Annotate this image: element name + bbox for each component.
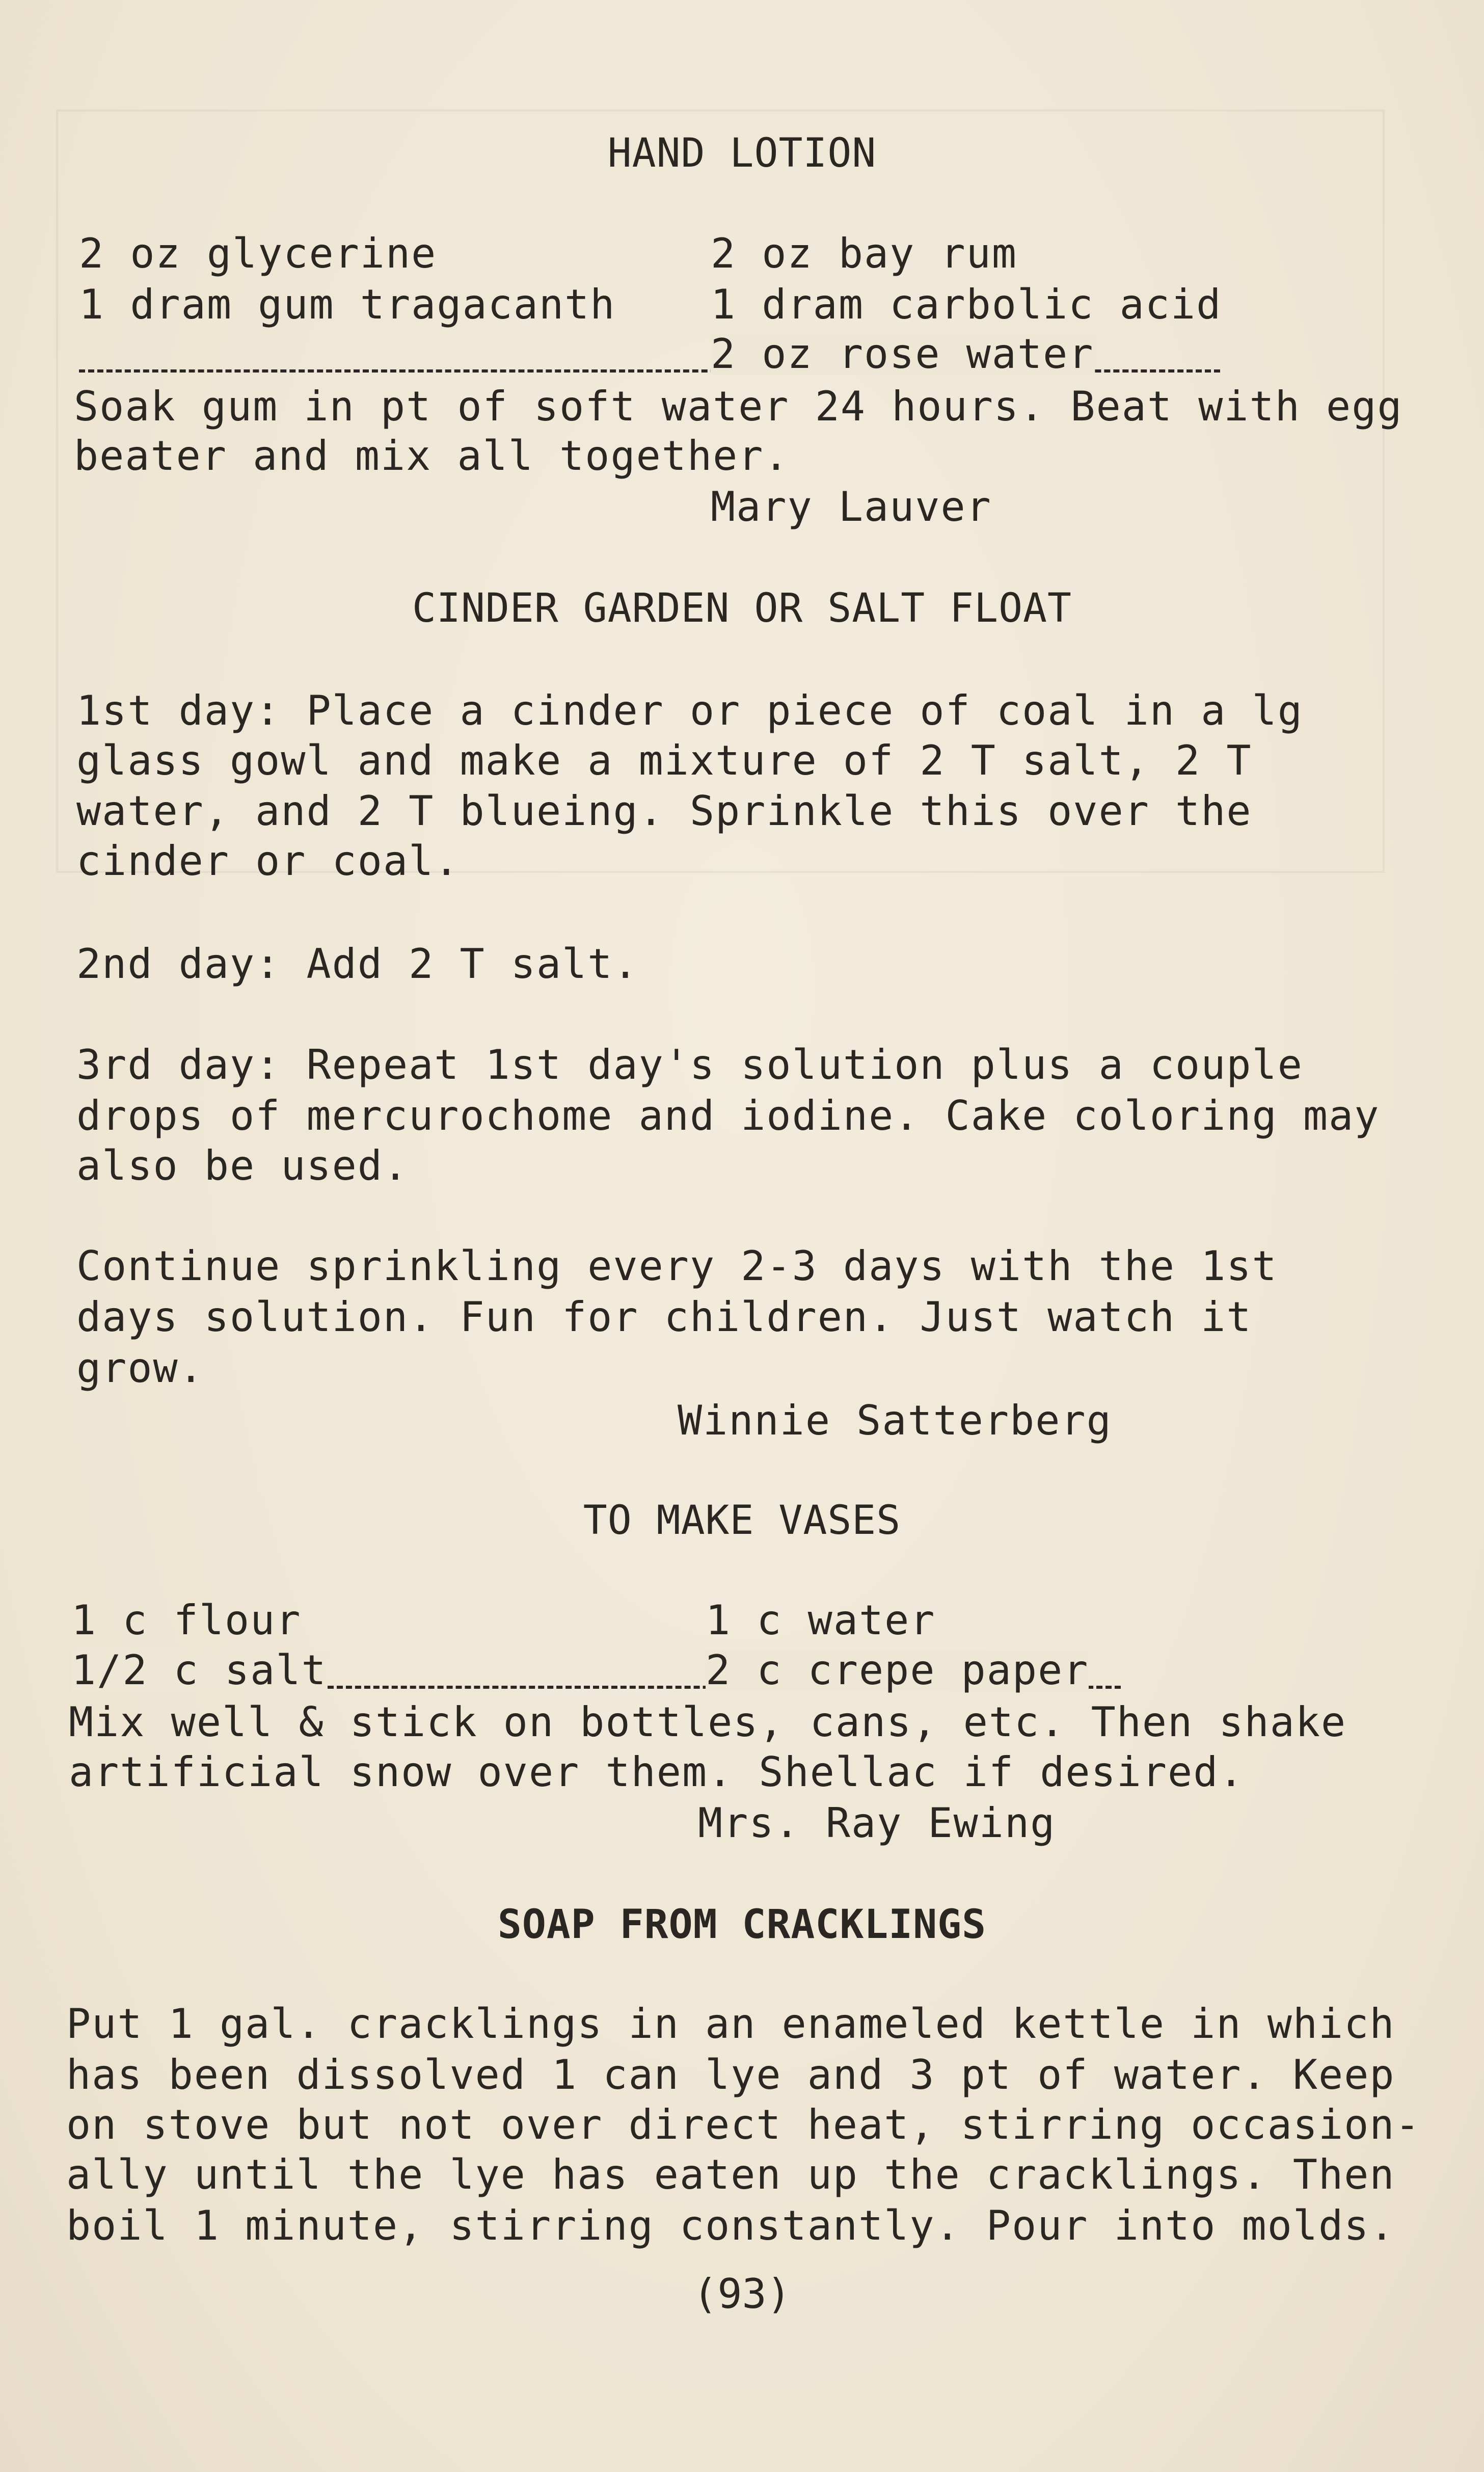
directions-line: grow. (76, 1344, 204, 1392)
ingredient-right: 2 oz rose water (711, 330, 1094, 378)
directions-line: water, and 2 T blueing. Sprinkle this over the (76, 787, 1252, 835)
directions-line: boil 1 minute, stirring constantly. Pour into molds. (66, 2202, 1395, 2249)
directions-line: Put 1 gal. cracklings in an enameled kettle in which (66, 2000, 1395, 2048)
directions-line: on stove but not over direct heat, stirring occasion- (66, 2101, 1421, 2148)
ingredient-left: 2 oz glycerine (79, 230, 437, 277)
directions-line: beater and mix all together. (74, 432, 790, 480)
directions-line: glass gowl and make a mixture of 2 T salt, 2 T (76, 737, 1252, 784)
directions-line: Soak gum in pt of soft water 24 hours. Beat with egg (74, 383, 1403, 430)
directions-line: Mix well & stick on bottles, cans, etc. Then shake (69, 1698, 1347, 1746)
directions-line: 2nd day: Add 2 T salt. (76, 940, 639, 988)
directions-line: also be used. (76, 1142, 409, 1189)
directions-line: ally until the lye has eaten up the cracklings. Then (66, 2151, 1395, 2198)
directions-line: days solution. Fun for children. Just watch it (76, 1293, 1252, 1341)
recipe-title-soap: SOAP FROM CRACKLINGS (497, 1902, 987, 1948)
recipe-author: Mrs. Ray Ewing (698, 1799, 1056, 1847)
directions-line: artificial snow over them. Shellac if desired. (69, 1748, 1245, 1796)
ingredient-right: 1 dram carbolic acid (711, 281, 1222, 328)
ingredient-right: 1 c water (706, 1597, 936, 1644)
recipe-title-vases: TO MAKE VASES (583, 1498, 901, 1544)
ingredient-left: 1/2 c salt (71, 1646, 327, 1694)
directions-line: has been dissolved 1 can lye and 3 pt of water. Keep (66, 2051, 1395, 2098)
recipe-title-hand-lotion: HAND LOTION (607, 130, 877, 176)
directions-line: 3rd day: Repeat 1st day's solution plus a couple (76, 1041, 1303, 1088)
recipe-author: Winnie Satterberg (678, 1397, 1112, 1444)
recipe-title-cinder-garden: CINDER GARDEN OR SALT FLOAT (412, 586, 1072, 631)
ingredient-right: 2 c crepe paper (706, 1646, 1089, 1694)
ingredient-left: 1 c flour (71, 1597, 302, 1644)
directions-line: 1st day: Place a cinder or piece of coal in a lg (76, 687, 1303, 734)
recipe-author: Mary Lauver (711, 483, 992, 530)
directions-line: drops of mercurochome and iodine. Cake coloring may (76, 1092, 1380, 1139)
directions-line: cinder or coal. (76, 837, 460, 885)
ingredient-left: 1 dram gum tragacanth (79, 281, 616, 328)
page-number: (93) (693, 2270, 791, 2318)
directions-line: Continue sprinkling every 2-3 days with the 1st (76, 1242, 1278, 1290)
ingredient-right: 2 oz bay rum (711, 230, 1017, 277)
